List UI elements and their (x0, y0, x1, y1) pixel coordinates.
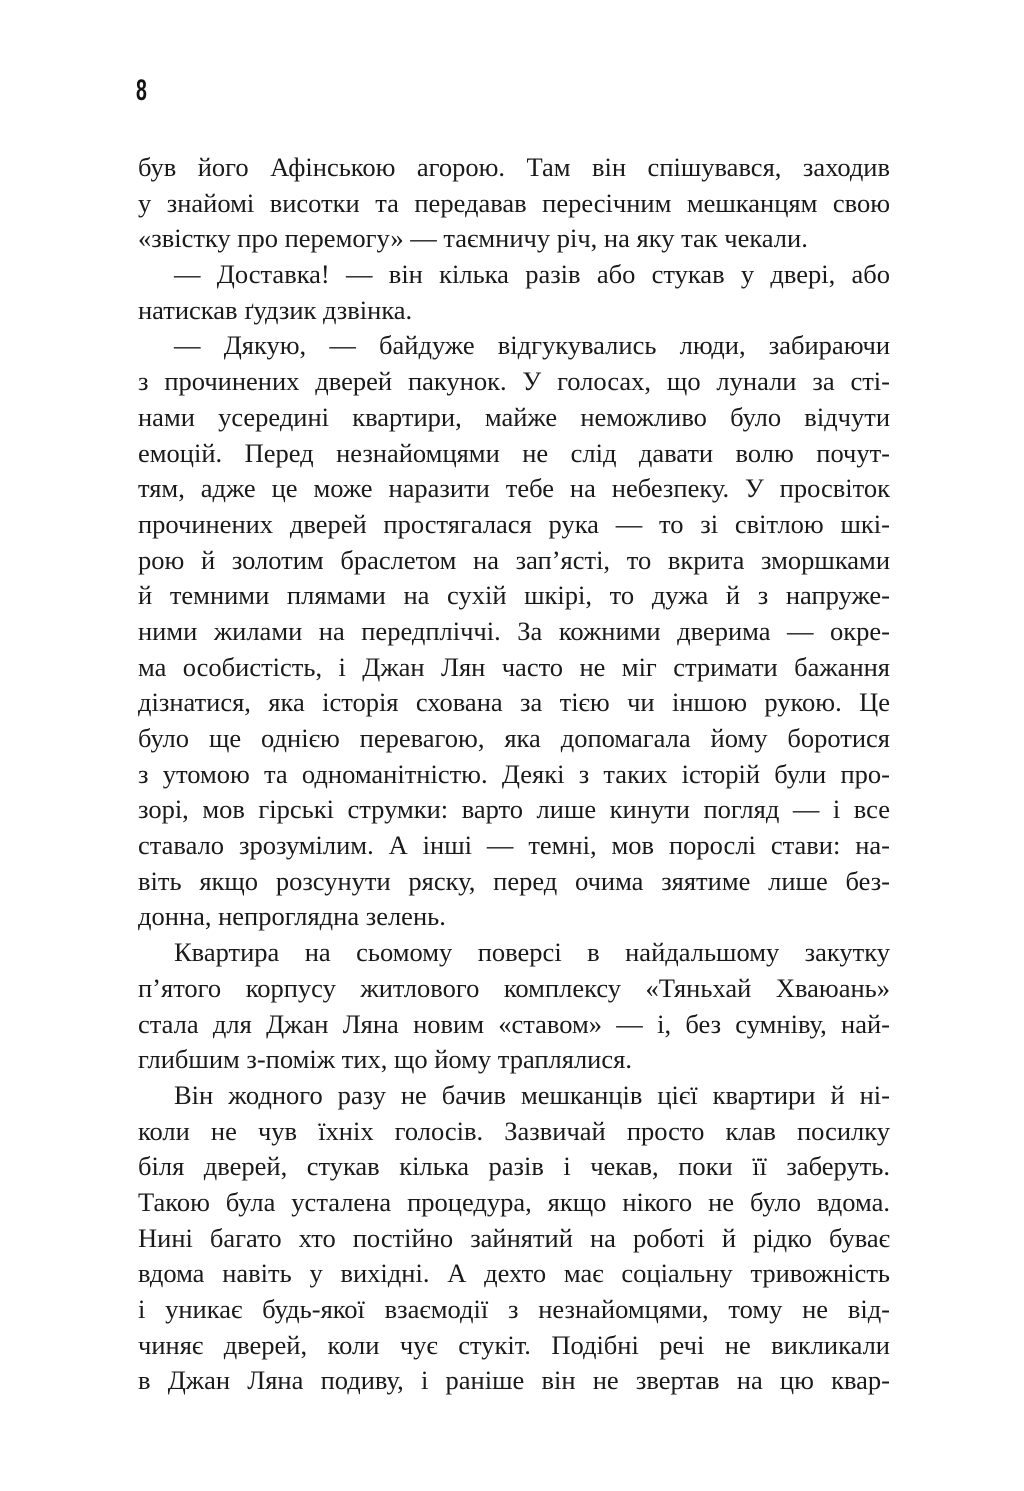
text-line: було ще однією перевагою, яка допомагала йому боротися (138, 723, 890, 753)
text-line: Квартира на сьомому поверсі в найдальшому закутку (174, 937, 890, 968)
text-line: тям, адже це може наразити тебе на небезпеку. У просвіток (138, 473, 890, 504)
text-line: рою й золотим браслетом на зап’ясті, то вкрита зморшками (138, 544, 890, 575)
text-line: дізнатися, яка історія схована за тією чи іншою рукою. Це (138, 687, 890, 718)
text-line: «звістку про перемогу» — таємничу річ, на яку так чекали. (138, 223, 808, 254)
text-line: вдома навіть у вихідні. А дехто має соціальну тривожність (138, 1258, 890, 1289)
text-line: коли не чув їхніх голосів. Зазвичай просто клав посилку (138, 1115, 890, 1146)
page-number: 8 (136, 74, 147, 107)
text-line: Такою була усталена процедура, якщо нікого не було вдома. (138, 1186, 890, 1217)
text-line: з прочинених дверей пакунок. У голосах, що лунали за сті- (138, 366, 890, 397)
text-line: Нині багато хто постійно зайнятий на роботі й рідко буває (138, 1222, 890, 1253)
text-line: стала для Джан Ляна новим «ставом» — і, без сумніву, най- (138, 1008, 890, 1039)
text-line: ними жилами на передпліччі. За кожними дверима — окре- (138, 615, 890, 646)
text-line: і уникає будь-якої взаємодії з незнайомцями, тому не від- (138, 1294, 890, 1324)
text-line: біля дверей, стукав кілька разів і чекав, поки її заберуть. (138, 1151, 890, 1182)
text-line: ставало зрозумілим. А інші — темні, мов порослі стави: на- (138, 830, 890, 861)
text-line: глибшим з-поміж тих, що йому траплялися. (138, 1044, 632, 1075)
text-line: був його Афінською агорою. Там він спішувався, заходив (138, 152, 890, 182)
text-line: ма особистість, і Джан Лян часто не міг стримати бажання (138, 651, 890, 682)
text-line: — Доставка! — він кілька разів або стукав у двері, або (174, 259, 890, 290)
text-line: донна, непроглядна зелень. (138, 901, 446, 932)
body-text (138, 150, 890, 1399)
text-line: віть якщо розсунути ряску, перед очима зяятиме лише без- (138, 865, 890, 896)
text-line: з утомою та одноманітністю. Деякі з таких історій були про- (138, 758, 890, 789)
text-line: п’ятого корпусу житлового комплексу «Тяньхай Хваюань» (138, 972, 890, 1003)
text-line: прочинених дверей простягалася рука — то зі світлою шкі- (138, 508, 890, 539)
text-line: в Джан Ляна подиву, і раніше він не звертав на цю квар- (138, 1365, 890, 1396)
text-line: зорі, мов гірські струмки: варто лише кинути погляд — і все (138, 794, 890, 825)
text-line: й темними плямами на сухій шкірі, то дужа й з напруже- (138, 580, 890, 611)
text-line: натискав ґудзик дзвінка. (138, 294, 413, 325)
text-line: нами усередині квартири, майже неможливо було відчути (138, 401, 890, 432)
text-line: емоцій. Перед незнайомцями не слід давати волю почут- (138, 437, 890, 468)
text-line: — Дякую, — байдуже відгукувались люди, забираючи (174, 330, 890, 361)
text-line: чиняє дверей, коли чує стукіт. Подібні речі не викликали (138, 1329, 890, 1360)
text-line: Він жодного разу не бачив мешканців цієї квартири й ні- (174, 1079, 890, 1110)
text-line: у знайомі висотки та передавав пересічним мешканцям свою (138, 187, 890, 218)
